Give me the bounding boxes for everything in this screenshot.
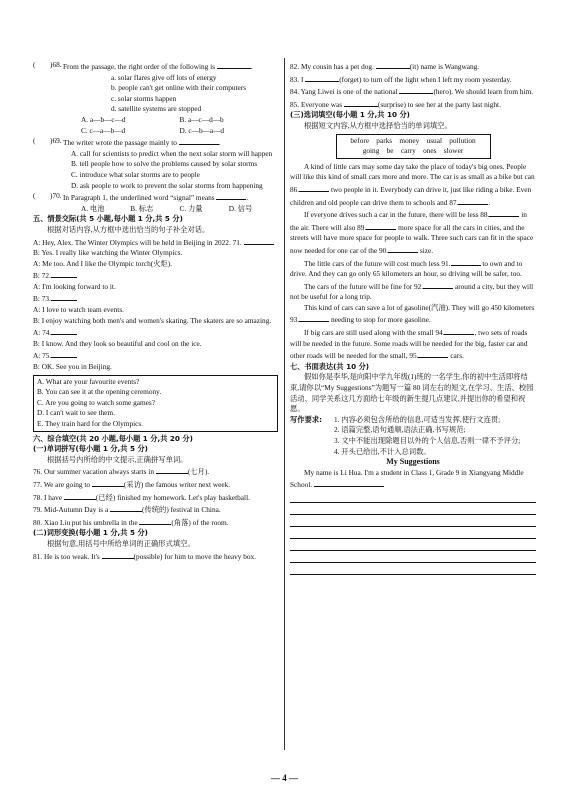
writing-area[interactable] bbox=[290, 491, 536, 575]
passage-paragraph: If big cars are still used along with the small 94. , two sets of roads will be needed in the future. Some roads will be needed for the big, faster car and other roads will be needed for the small, 95. cars. bbox=[290, 328, 528, 361]
answer-blank[interactable] bbox=[216, 191, 246, 200]
answer-blank[interactable] bbox=[102, 550, 134, 559]
choice-box: A. What are your favourite events? B. You can see it at the opening ceremony. C. Are you going to watch some games? D. I can't wait to see them. E. They train hard for the Olympics. bbox=[33, 375, 278, 432]
answer-blank[interactable] bbox=[344, 98, 378, 107]
answer-blank[interactable] bbox=[418, 349, 448, 358]
section-title: 七、书面表达(共 10 分) bbox=[290, 361, 370, 371]
answer-blank[interactable] bbox=[51, 349, 77, 358]
answer-blank[interactable] bbox=[299, 183, 329, 192]
answer-blank[interactable] bbox=[51, 326, 77, 335]
question-68: ( )68. From the passage, the right order of the following is . a. solar flares give off lots of energy b. people can't get online with their computers c. solar storms happen d. satellite systems are stopped A. a—b—c—d B. a—c—d—b C. c—a—b—d D. c—b—a—d bbox=[33, 60, 278, 136]
answer-blank[interactable] bbox=[305, 73, 339, 82]
answer-blank[interactable] bbox=[451, 257, 481, 266]
options: A. a—b—c—d B. a—c—d—b C. c—a—b—d D. c—b—a—d bbox=[81, 114, 225, 135]
passage-paragraph: The little cars of the future will cost much less 91. to own and to drive. And they can go only 65 kilometers an hour, so driving will be safer, too. bbox=[290, 258, 523, 279]
section-title: 六、综合填空(共 20 小题,每小题 1 分,共 20 分) bbox=[33, 433, 193, 443]
answer-blank[interactable] bbox=[423, 280, 453, 289]
answer-blank[interactable] bbox=[366, 221, 396, 230]
answer-blank[interactable] bbox=[388, 244, 418, 253]
answer-blank[interactable] bbox=[458, 196, 488, 205]
instructions: 根据对话内容,从方框中选出恰当的句子补全对话。 bbox=[47, 224, 210, 234]
writing-requirements: 写作要求: 1. 内容必须包含所给的信息,可适当发挥,使行文连贯; 2. 语篇完整,语句通顺,语法正确,书写规范; 3. 文中不能出现除题目以外的个人信息,否则一律不予评分; 4. 开头已给出,不计入总词数。 bbox=[290, 414, 521, 456]
answer-blank[interactable] bbox=[156, 465, 188, 474]
answer-blank[interactable] bbox=[217, 60, 251, 69]
answer-blank[interactable] bbox=[139, 516, 171, 525]
answer-blank[interactable] bbox=[110, 503, 142, 512]
answer-blank[interactable] bbox=[244, 236, 274, 245]
right-column: 82. My cousin has a pet dog. (it) name is Wangwang. 83. I (forget) to turn off the light when I left my room yesterday. 84. Yang Liwei is one of the national (hero). We should learn from him. 85. Everyone was (surprise) to see her at the party last night. (三)选词填空(每小题 1 分,共 10 分) 根据短文内容,从方框中选择恰当的单词填空。 before parks money usual pollution going be carry ones slower A kind of little cars may some day take the place of today's big ones. People will like this kind of small cars more and more. The car is as small as a bike but can 86. two people in it. Everybody can drive it, just like riding a bike. Even children and old people can drive them to schools and 87. . If everyone drives such a car in the future, there will be less 88. in the air. There will also 89. more space for all the cars in cities, and the streets will have more space for people to walk. Three such cars can fit in the space now needed for one car of the 90. size. The little cars of the future will cost much less 91. to own and to drive. And they can go only 65 kilometers an hour, so driving will be safer, too. The cars of the future will be fine for 92. around a city, but they will not be useful for a long trip. This kind of cars can save a lot of gasoline(汽油). They will go 450 kilometers 93. needing to stop for more gasoline. If big cars are still used along with the small 94. , two sets of roads will be needed in the future. Some roads will be needed for the big, faster car and other roads will be needed for the small, 95. cars. 七、书面表达(共 10 分) 假如你是李华,是向阳中学九年级(1)班的一名学生,你的初中生活即将结束,请你以“My Suggestions”为题写一篇 80 词左右的短文,在学习、生活、校园活动、同学关系这几方面给七年级的新生提几点建议,并提出你的希望和祝愿。 写作要求: 1. 内容必须包含所给的信息,可适当发挥,使行文连贯; 2. 语篇完整,语句通顺,语法正确,书写规范; 3. 文中不能出现除题目以外的个人信息,否则一律不予评分; 4. 开头已给出,不计入总词数。 My Suggestions My name is Li Hua. I'm a student in Class 1, Grade 9 in Xiangyang Middle School. bbox=[290, 60, 536, 575]
answer-blank[interactable] bbox=[92, 478, 124, 487]
essay-start: My name is Li Hua. I'm a student in Class 1, Grade 9 in Xiangyang Middle School. bbox=[290, 467, 524, 490]
passage-paragraph: The cars of the future will be fine for 92. around a city, but they will not be useful for a long trip. bbox=[290, 281, 534, 302]
page-number: — 4 — bbox=[271, 773, 298, 783]
answer-blank[interactable] bbox=[399, 85, 433, 94]
passage-paragraph: A kind of little cars may some day take the place of today's big ones. People will like this kind of small cars more and more. The car is as small as a bike but can 86. two people in it. Everybody can drive it, just like riding a bike. Even children and old people can drive them to schools and 87. . bbox=[290, 161, 535, 207]
essay-title: My Suggestions bbox=[386, 457, 440, 467]
passage-paragraph: This kind of cars can save a lot of gasoline(汽油). They will go 450 kilometers 93. needing to stop for more gasoline. bbox=[290, 302, 535, 325]
question-70: ( )70. In Paragraph 1, the underlined word “signal” means . A. 电池 B. 标志 C. 力量 D. 信号 bbox=[33, 191, 278, 214]
dialog: A: Hey, Alex. The Winter Olympics will be held in Beijing in 2022. 71. B: Yes. I really like watching the Winter Olympics. A: Me too. And I like the Olympic torch(火炬). B: 72. A: I'm looking forward to it. B: 73. A: I love to watch team events. B: I enjoy watching both men's and women's skating. The skaters are so amazing. A: 74. B: I know. And they look so beautiful and cool on the ice. A: 75. B: OK. See you in Beijing. bbox=[33, 236, 278, 373]
answer-blank[interactable] bbox=[51, 292, 77, 301]
left-column: ( )68. From the passage, the right order of the following is . a. solar flares give off lots of energy b. people can't get online with their computers c. solar storms happen d. satellite systems are stopped A. a—b—c—d B. a—c—d—b C. c—a—b—d D. c—b—a—d ( )69. The writer wrote the passage mainly to . A. call for scientists to predict when the next solar storm will happen B. tell people how to solve the problems caused by solar storms C. introduce what solar storms are to people D. ask people to work to prevent the solar storms from happening ( )70. In Paragraph 1, the underlined word “signal” means . A. 电池 B. 标志 C. 力量 D. 信号 五、情景交际(共 5 小题,每小题 1 分,共 5 分) 根据对话内容,从方框中选出恰当的句子补全对话。 A: Hey, Alex. The Winter Olympics will be held in Beijing in 2022. 71. B: Yes. I really like watching the Winter Olympics. A: Me too. And I like the Olympic torch(火炬). B: 72. A: I'm looking forward to it. B: 73. A: I love to watch team events. B: I enjoy watching both men's and women's skating. The skaters are so amazing. A: 74. B: I know. And they look so beautiful and cool on the ice. A: 75. B: OK. See you in Beijing. A. What are your favourite events? B. You can see it at the opening ceremony. C. Are you going to watch some games? D. I can't wait to see them. E. They train hard for the Olympics. 六、综合填空(共 20 小题,每小题 1 分,共 20 分) (一)单词拼写(每小题 1 分,共 5 分) 根据括号内所给的中文提示,正确拼写单词。 76. Our summer vacation always starts in (七月). 77. We are going to (采访) the famous writer next week. 78. I have (已经) finished my homework. Let's play basketball. 79. Mid-Autumn Day is a (传统的) festival in China. 80. Xiao Liu put his umbrella in the (角落) of the room. (二)词形变换(每小题 1 分,共 5 分) 根据句意,用括号中所给单词的正确形式填空。 81. He is too weak. It's (possible) for him to move the heavy box. bbox=[33, 60, 278, 562]
answer-blank[interactable] bbox=[376, 60, 410, 69]
passage-paragraph: If everyone drives such a car in the future, there will be less 88. in the air. There will also 89. more space for all the cars in cities, and the streets will have more space for people to walk. Three such cars can fit in the space now needed for one car of the 90. size. bbox=[290, 210, 534, 255]
options: A. 电池 B. 标志 C. 力量 D. 信号 bbox=[81, 203, 253, 213]
subsection-title: (一)单词拼写(每小题 1 分,共 5 分) bbox=[33, 444, 148, 454]
section-title: 五、情景交际(共 5 小题,每小题 1 分,共 5 分) bbox=[33, 214, 183, 224]
answer-blank[interactable] bbox=[489, 208, 519, 217]
subsection-title: (二)词形变换(每小题 1 分,共 5 分) bbox=[33, 528, 148, 538]
answer-blank[interactable] bbox=[299, 313, 329, 322]
word-box: before parks money usual pollution going be carry ones slower bbox=[336, 134, 491, 159]
answer-blank[interactable] bbox=[51, 269, 77, 278]
essay-prompt: 假如你是李华,是向阳中学九年级(1)班的一名学生,你的初中生活即将结束,请你以“My Suggestions”为题写一篇 80 词左右的短文,在学习、生活、校园活动、同学关系这几方面给七年级的新生提几点建议,并提出你的希望和祝愿。 bbox=[290, 372, 534, 414]
subsection-title: (三)选词填空(每小题 1 分,共 10 分) bbox=[290, 110, 410, 120]
answer-blank[interactable] bbox=[444, 326, 474, 335]
answer-blank[interactable] bbox=[179, 136, 219, 145]
column-divider bbox=[284, 58, 285, 750]
question-69: ( )69. The writer wrote the passage mainly to . A. call for scientists to predict when the next solar storm will happen B. tell people how to solve the problems caused by solar storms C. introduce what solar storms are to people D. ask people to work to prevent the solar storms from happening bbox=[33, 136, 273, 190]
answer-blank[interactable] bbox=[64, 491, 96, 500]
